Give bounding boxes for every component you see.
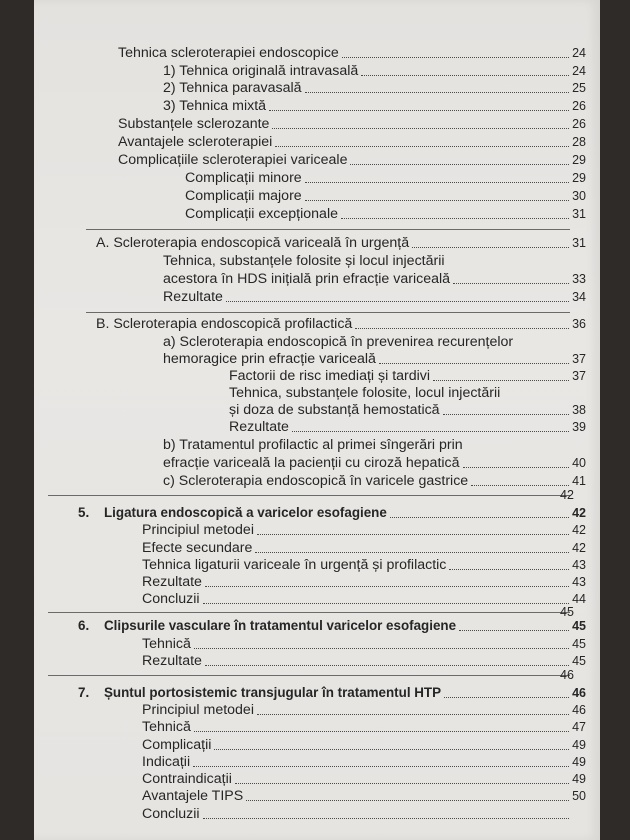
toc-entry: și doza de substanță hemostatică 38	[229, 402, 586, 418]
toc-chapter: 7. Șuntul portosistemic transjugular în tratamentul HTP 46	[78, 685, 586, 700]
toc-entry: Substanțele sclerozante 26	[118, 116, 586, 132]
toc-entry: Efecte secundare 42	[142, 540, 586, 556]
toc-entry: Rezultate 45	[142, 653, 586, 669]
section-rule	[48, 675, 570, 676]
toc-entry: Contraindicații 49	[142, 771, 586, 787]
toc-entry: Complicații majore 30	[185, 188, 586, 204]
toc-entry: B. Scleroterapia endoscopică profilactică 36	[96, 316, 586, 332]
toc-entry: 2) Tehnica paravasală 25	[163, 80, 586, 96]
book-page	[34, 0, 600, 840]
toc-entry: 1) Tehnica originală intravasală 24	[163, 63, 586, 79]
toc-entry: Tehnica, substanțele folosite, locul injectării	[229, 385, 501, 401]
toc-entry: Rezultate 43	[142, 574, 586, 590]
toc-entry: Complicațiile scleroterapiei variceale 29	[118, 152, 586, 168]
toc-entry: Tehnică 45	[142, 636, 586, 652]
toc-entry: Avantajele scleroterapiei 28	[118, 134, 586, 150]
toc-entry: hemoragice prin efracție variceală 37	[163, 351, 586, 367]
toc-entry: Rezultate 39	[229, 419, 586, 435]
toc-entry: Tehnica ligaturii variceale în urgență și profilactic 43	[142, 557, 586, 573]
section-rule	[48, 612, 570, 613]
toc-entry: Complicații 49	[142, 737, 586, 753]
toc-entry: Principiul metodei 46	[142, 702, 586, 718]
toc-entry: Tehnica scleroterapiei endoscopice 24	[118, 45, 586, 61]
toc-entry: Complicații excepționale 31	[185, 206, 586, 222]
toc-entry: b) Tratamentul profilactic al primei sîngerări prin	[163, 437, 463, 453]
toc-entry: A. Scleroterapia endoscopică variceală în urgență 31	[96, 235, 586, 251]
toc-entry: Factorii de risc imediați și tardivi 37	[229, 368, 586, 384]
toc-entry: efracție variceală la pacienții cu ciroză hepatică 40	[163, 455, 586, 471]
toc-entry: a) Scleroterapia endoscopică în prevenirea recurențelor	[163, 334, 514, 350]
stray-page-number: 42	[560, 488, 574, 502]
stray-page-number: 46	[560, 668, 574, 682]
toc-entry: 3) Tehnica mixtă 26	[163, 98, 586, 114]
toc-entry: Rezultate 34	[163, 289, 586, 305]
toc-chapter: 5. Ligatura endoscopică a varicelor esofagiene 42	[78, 505, 586, 520]
section-rule	[86, 229, 570, 230]
stray-page-number: 45	[560, 605, 574, 619]
toc-entry: Tehnica, substanțele folosite și locul injectării	[163, 253, 445, 269]
toc-entry: Concluzii	[142, 805, 586, 823]
section-rule	[86, 312, 570, 313]
toc-chapter: 6. Clipsurile vasculare în tratamentul varicelor esofagiene 45	[78, 618, 586, 633]
toc-entry: acestora în HDS inițială prin efracție variceală 33	[163, 271, 586, 287]
section-rule	[48, 495, 570, 496]
toc-entry: Concluzii 44	[142, 591, 586, 607]
toc-entry: Principiul metodei 42	[142, 522, 586, 538]
toc-entry: Indicații 49	[142, 754, 586, 770]
toc-entry: Tehnică 47	[142, 719, 586, 735]
toc-entry: Avantajele TIPS 50	[142, 788, 586, 804]
toc-entry: c) Scleroterapia endoscopică în varicele gastrice 41	[163, 473, 586, 489]
toc-entry: Complicații minore 29	[185, 170, 586, 186]
